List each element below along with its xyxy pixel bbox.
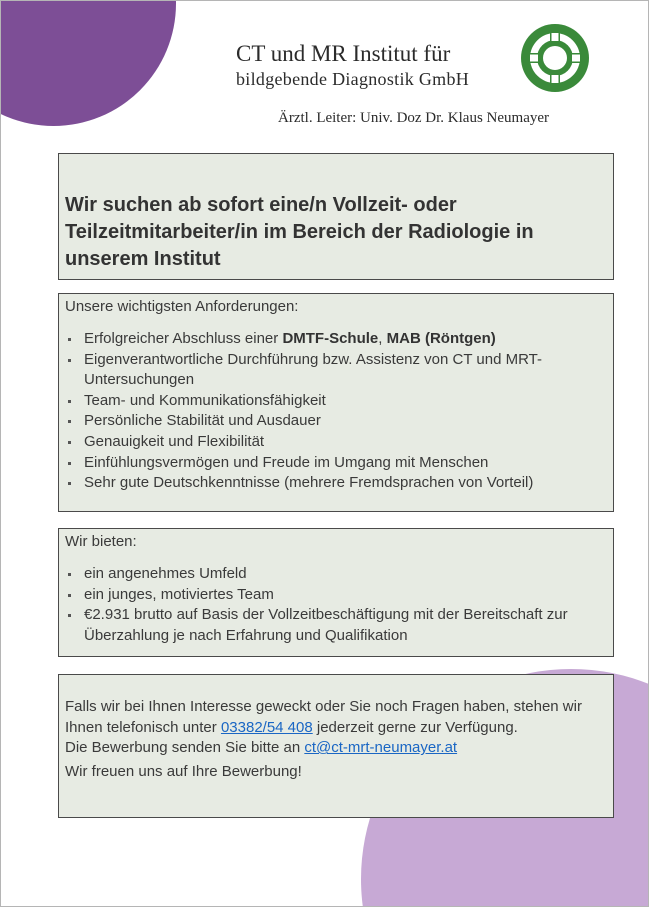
requirements-title: Unsere wichtigsten Anforderungen: bbox=[65, 298, 299, 315]
list-item: €2.931 brutto auf Basis der Vollzeitbeschäftigung mit der Bereitschaft zur Überzahlung je nach Erfahrung und Qualifikation bbox=[68, 605, 608, 646]
offer-title: Wir bieten: bbox=[65, 533, 137, 550]
lifebuoy-ring-logo-icon bbox=[520, 23, 590, 93]
bullet-icon bbox=[68, 359, 71, 362]
bullet-icon bbox=[68, 614, 71, 617]
bullet-icon bbox=[68, 338, 71, 341]
list-item: ein junges, motiviertes Team bbox=[68, 585, 608, 606]
list-item: Sehr gute Deutschkenntnisse (mehrere Fremdsprachen von Vorteil) bbox=[68, 473, 608, 494]
offer-box bbox=[58, 528, 614, 657]
list-item: Genauigkeit und Flexibilität bbox=[68, 432, 608, 453]
requirements-box bbox=[58, 293, 614, 512]
list-item: Einfühlungsvermögen und Freude im Umgang mit Menschen bbox=[68, 453, 608, 474]
offer-list bbox=[68, 564, 608, 646]
contact-paragraph: Falls wir bei Ihnen Interesse geweckt oder Sie noch Fragen haben, stehen wir Ihnen telefonisch unter 03382/54 408 jederzeit gerne zur Verfügung. bbox=[65, 698, 582, 736]
contact-box bbox=[58, 674, 614, 818]
email-link[interactable]: ct@ct-mrt-neumayer.at bbox=[304, 739, 458, 757]
bullet-icon bbox=[68, 400, 71, 403]
decorative-circle-top-left bbox=[0, 0, 176, 126]
closing-line: Wir freuen uns auf Ihre Bewerbung! bbox=[65, 762, 302, 780]
company-name-line1: CT und MR Institut für bbox=[236, 41, 451, 66]
list-item: Persönliche Stabilität und Ausdauer bbox=[68, 411, 608, 432]
requirements-list bbox=[68, 329, 608, 494]
company-name bbox=[236, 41, 469, 91]
bullet-icon bbox=[68, 441, 71, 444]
medical-director: Ärztl. Leiter: Univ. Doz Dr. Klaus Neumayer bbox=[278, 110, 550, 126]
list-item: ein angenehmes Umfeld bbox=[68, 564, 608, 585]
bullet-icon bbox=[68, 594, 71, 597]
bullet-icon bbox=[68, 482, 71, 485]
bullet-icon bbox=[68, 420, 71, 423]
contact-text bbox=[65, 697, 610, 782]
headline-box bbox=[58, 153, 614, 280]
list-item: Team- und Kommunikationsfähigkeit bbox=[68, 391, 608, 412]
application-paragraph: Die Bewerbung senden Sie bitte an ct@ct-mrt-neumayer.at bbox=[65, 739, 458, 757]
headline: Wir suchen ab sofort eine/n Vollzeit- oder Teilzeitmitarbeiter/in im Bereich der Radiologie in unserem Institut bbox=[65, 194, 534, 270]
list-item: Erfolgreicher Abschluss einer DMTF-Schule, MAB (Röntgen) bbox=[68, 329, 608, 350]
phone-link[interactable]: 03382/54 408 bbox=[220, 718, 313, 736]
bullet-icon bbox=[68, 573, 71, 576]
bullet-icon bbox=[68, 462, 71, 465]
company-name-line2: bildgebende Diagnostik GmbH bbox=[236, 69, 470, 89]
list-item: Eigenverantwortliche Durchführung bzw. Assistenz von CT und MRT-Untersuchungen bbox=[68, 350, 608, 391]
